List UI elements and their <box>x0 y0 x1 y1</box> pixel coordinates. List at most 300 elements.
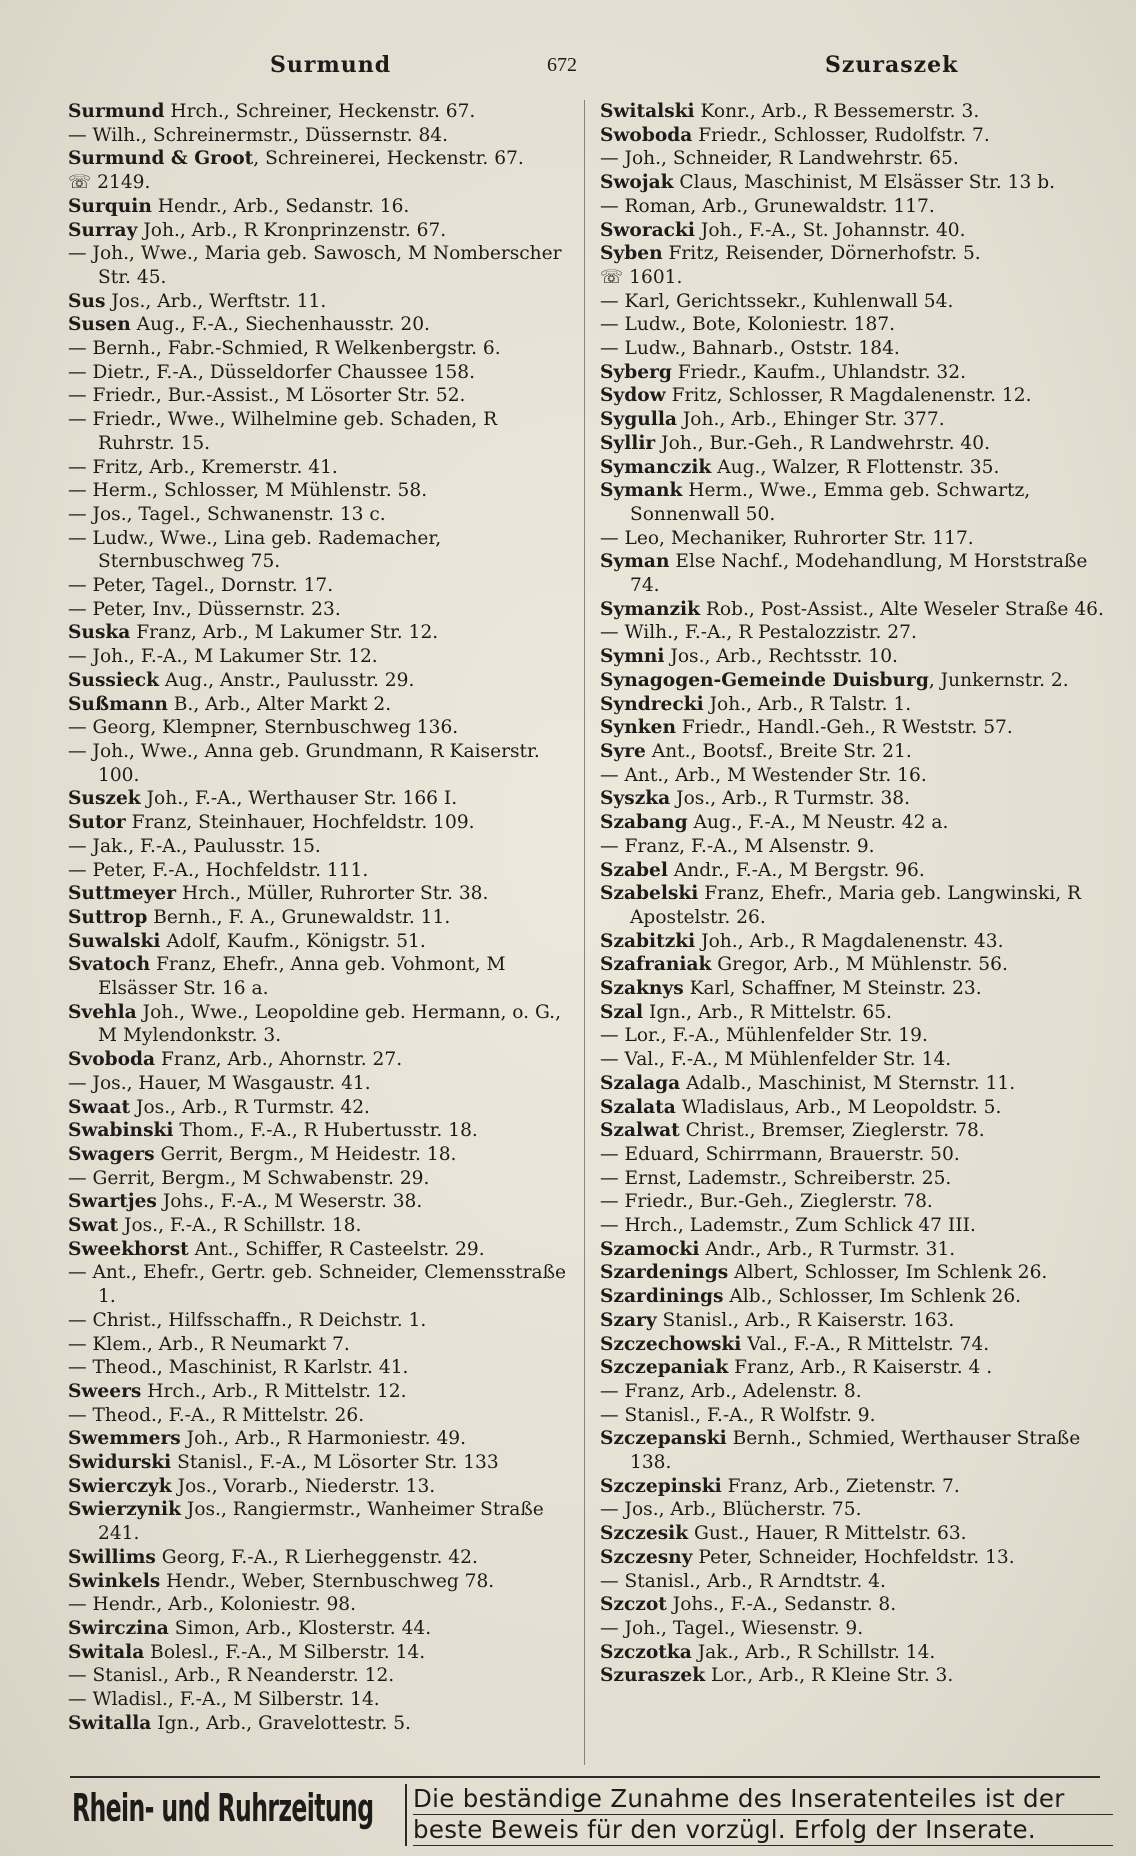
directory-entry <box>600 598 1110 622</box>
directory-entry <box>68 1570 568 1594</box>
entry-details: — Klem., Arb., R Neumarkt 7. <box>68 1333 350 1355</box>
entry-details: Jak., Arb., R Schillstr. 14. <box>691 1641 936 1663</box>
entry-details: Andr., Arb., R Turmstr. 31. <box>699 1238 956 1260</box>
directory-entry <box>68 1546 568 1570</box>
entry-details: Peter, Schneider, Hochfeldstr. 13. <box>692 1546 1015 1568</box>
directory-entry <box>68 290 568 314</box>
entry-surname: Szary <box>600 1309 657 1331</box>
directory-entry <box>68 1498 568 1545</box>
entry-details: Joh., F.-A., Werthauser Str. 166 I. <box>140 788 458 810</box>
right-column <box>600 100 1110 1688</box>
entry-details: — Jos., Tagel., Schwanenstr. 13 c. <box>68 503 386 525</box>
directory-entry <box>600 953 1110 977</box>
entry-surname: Syman <box>600 551 670 573</box>
directory-entry <box>600 242 1110 266</box>
entry-surname: Sweekhorst <box>68 1238 189 1260</box>
entry-details: Lor., Arb., R Kleine Str. 3. <box>705 1665 954 1687</box>
entry-details: Bernh., Schmied, Werthauser Straße 138. <box>630 1428 1081 1474</box>
entry-details: Fritz, Reisender, Dörnerhofstr. 5. <box>662 243 981 265</box>
entry-details: Joh., Wwe., Leopoldine geb. Hermann, o. G., M Mylendonkstr. 3. <box>98 1001 561 1047</box>
entry-details: Simon, Arb., Klosterstr. 44. <box>168 1618 432 1639</box>
entry-details: — Friedr., Bur.-Geh., Zieglerstr. 78. <box>600 1191 933 1213</box>
entry-surname: Szczepanski <box>600 1428 727 1450</box>
directory-entry <box>600 361 1110 385</box>
entry-surname: Szabel <box>600 859 668 881</box>
directory-entry <box>68 740 568 787</box>
entry-surname: Swemmers <box>68 1428 181 1450</box>
entry-surname: Sygulla <box>600 409 677 431</box>
entry-details: ☏ 2149. <box>68 172 151 194</box>
directory-entry <box>600 290 1110 314</box>
directory-entry <box>600 1570 1110 1594</box>
directory-entry <box>68 1001 568 1048</box>
entry-surname: Syndrecki <box>600 693 704 715</box>
entry-surname: Sutor <box>68 812 126 834</box>
entry-surname: Sußmann <box>68 693 168 715</box>
directory-entry <box>600 1593 1110 1617</box>
entry-surname: Szaknys <box>600 978 684 1000</box>
directory-entry <box>68 1593 568 1617</box>
directory-entry <box>68 1119 568 1143</box>
entry-details: Joh., Arb., R Harmoniestr. 49. <box>180 1428 467 1450</box>
entry-surname: Szczechowski <box>600 1333 742 1355</box>
entry-details: Thom., F.-A., R Hubertusstr. 18. <box>173 1120 478 1142</box>
entry-details: — Joh., Wwe., Anna geb. Grundmann, R Kaiserstr. 100. <box>68 740 540 786</box>
entry-details: Christ., Bremser, Zieglerstr. 78. <box>679 1120 985 1142</box>
directory-entry <box>68 835 568 859</box>
entry-details: — Karl, Gerichtssekr., Kuhlenwall 54. <box>600 290 954 312</box>
directory-entry <box>68 1261 568 1308</box>
entry-details: — Georg, Klempner, Sternbuschweg 136. <box>68 717 459 739</box>
directory-entry <box>600 1096 1110 1120</box>
advertisement-banner <box>70 1776 1100 1844</box>
entry-details: Aug., F.-A., Siechenhausstr. 20. <box>130 314 430 336</box>
entry-details: Joh., Arb., R Kronprinzenstr. 67. <box>137 219 447 241</box>
directory-entry <box>68 408 568 455</box>
entry-details: Joh., Bur.-Geh., R Landwehrstr. 40. <box>655 432 990 454</box>
directory-entry <box>68 811 568 835</box>
entry-details: Franz, Ehefr., Anna geb. Vohmont, M Elsässer Str. 16 a. <box>98 954 506 1000</box>
entry-details: Adolf, Kaufm., Königstr. 51. <box>160 930 426 952</box>
entry-details: — Ant., Arb., M Westender Str. 16. <box>600 764 927 786</box>
entry-details: — Friedr., Wwe., Wilhelmine geb. Schaden, R Ruhrstr. 15. <box>68 409 498 454</box>
directory-entry <box>68 1475 568 1499</box>
column-divider <box>584 100 585 1765</box>
entry-surname: Szuraszek <box>600 1665 706 1687</box>
entry-surname: Szabelski <box>600 883 699 905</box>
entry-details: Franz, Arb., R Kaiserstr. 4 . <box>728 1357 993 1379</box>
entry-details: Ant., Schiffer, R Casteelstr. 29. <box>188 1238 485 1260</box>
directory-entry <box>68 1356 568 1380</box>
entry-details: — Ludw., Bote, Koloniestr. 187. <box>600 314 896 336</box>
directory-entry <box>600 764 1110 788</box>
directory-entry <box>600 1119 1110 1143</box>
directory-entry <box>600 977 1110 1001</box>
ad-line-2: beste Beweis für den vorzügl. Erfolg der Inserate. <box>413 1815 1113 1846</box>
header-last-entry: Szuraszek <box>825 52 959 78</box>
directory-entry <box>68 1072 568 1096</box>
entry-details: Gust., Hauer, R Mittelstr. 63. <box>688 1523 967 1545</box>
directory-entry <box>68 242 568 289</box>
entry-details: Jos., Vorarb., Niederstr. 13. <box>171 1475 436 1497</box>
entry-surname: Szczot <box>600 1594 667 1616</box>
directory-entry <box>68 953 568 1000</box>
entry-details: — Eduard, Schirrmann, Brauerstr. 50. <box>600 1143 960 1165</box>
entry-surname: Szalata <box>600 1096 676 1118</box>
entry-details: — Joh., F.-A., M Lakumer Str. 12. <box>68 646 378 668</box>
entry-details: Rob., Post-Assist., Alte Weseler Straße 46. <box>699 598 1104 620</box>
entry-details: — Hrch., Lademstr., Zum Schlick 47 III. <box>600 1215 976 1237</box>
entry-details: Franz, Arb., M Lakumer Str. 12. <box>130 622 439 644</box>
entry-surname: Svatoch <box>68 954 151 976</box>
directory-entry <box>600 811 1110 835</box>
directory-entry <box>68 1333 568 1357</box>
entry-details: — Theod., Maschinist, R Karlstr. 41. <box>68 1357 409 1379</box>
entry-details: Ign., Arb., R Mittelstr. 65. <box>643 1001 892 1023</box>
entry-details: Friedr., Kaufm., Uhlandstr. 32. <box>671 361 967 383</box>
entry-surname: Szalaga <box>600 1072 681 1094</box>
directory-entry <box>600 645 1110 669</box>
entry-details: Andr., F.-A., M Bergstr. 96. <box>667 859 925 881</box>
entry-details: Franz, Arb., Zietenstr. 7. <box>721 1475 960 1497</box>
entry-details: Bernh., F. A., Grunewaldstr. 11. <box>147 906 451 928</box>
directory-entry <box>68 669 568 693</box>
entry-surname: Szczesik <box>600 1523 689 1545</box>
directory-entry <box>68 1451 568 1475</box>
entry-details: Hrch., Schreiner, Heckenstr. 67. <box>164 101 476 122</box>
entry-details: Georg, F.-A., R Lierheggenstr. 42. <box>155 1546 478 1568</box>
directory-entry <box>600 1261 1110 1285</box>
directory-entry <box>600 1001 1110 1025</box>
directory-entry <box>600 1048 1110 1072</box>
entry-details: — Jak., F.-A., Paulusstr. 15. <box>68 835 321 857</box>
entry-details: — Val., F.-A., M Mühlenfelder Str. 14. <box>600 1049 952 1071</box>
page-number: 672 <box>547 54 577 76</box>
entry-surname: Swierzynik <box>68 1499 181 1521</box>
directory-entry <box>600 787 1110 811</box>
directory-entry <box>600 1380 1110 1404</box>
entry-details: Hendr., Weber, Sternbuschweg 78. <box>160 1570 495 1592</box>
directory-entry <box>68 1143 568 1167</box>
directory-entry <box>600 1404 1110 1428</box>
entry-details: , Schreinerei, Heckenstr. 67. <box>253 148 524 170</box>
directory-entry <box>600 1664 1110 1688</box>
entry-surname: Suwalski <box>68 930 161 952</box>
entry-details: Fritz, Schlosser, R Magdalenenstr. 12. <box>665 385 1032 407</box>
page-header <box>0 46 1136 86</box>
directory-entry <box>68 456 568 480</box>
entry-details: Jos., F.-A., R Schillstr. 18. <box>118 1215 362 1237</box>
entry-details: — Stanisl., F.-A., R Wolfstr. 9. <box>600 1404 876 1426</box>
entry-details: — Wladisl., F.-A., M Silberstr. 14. <box>68 1689 380 1711</box>
directory-entry <box>68 527 568 574</box>
directory-entry <box>600 882 1110 929</box>
entry-surname: Szczotka <box>600 1641 692 1663</box>
entry-details: Johs., F.-A., M Weserstr. 38. <box>156 1191 423 1213</box>
directory-entry <box>600 1143 1110 1167</box>
entry-details: ☏ 1601. <box>600 266 683 288</box>
entry-details: Ign., Arb., Gravelottestr. 5. <box>151 1712 411 1734</box>
entry-surname: Syben <box>600 243 663 265</box>
entry-details: Hrch., Arb., R Mittelstr. 12. <box>141 1380 407 1402</box>
entry-details: — Dietr., F.-A., Düsseldorfer Chaussee 158. <box>68 361 476 383</box>
entry-surname: Suska <box>68 622 131 644</box>
directory-entry <box>600 1024 1110 1048</box>
directory-entry <box>68 621 568 645</box>
directory-entry <box>600 171 1110 195</box>
directory-entry <box>600 147 1110 171</box>
directory-entry <box>600 1238 1110 1262</box>
entry-surname: Symanczik <box>600 456 712 478</box>
entry-details: — Stanisl., Arb., R Neanderstr. 12. <box>68 1665 395 1687</box>
directory-entry <box>600 384 1110 408</box>
entry-surname: Syszka <box>600 788 671 810</box>
entry-details: — Wilh., F.-A., R Pestalozzistr. 27. <box>600 622 917 644</box>
entry-surname: Szabitzki <box>600 930 696 952</box>
directory-entry <box>68 1309 568 1333</box>
entry-surname: Surmund & Groot <box>68 148 254 170</box>
entry-surname: Swillims <box>68 1546 156 1568</box>
directory-entry <box>600 195 1110 219</box>
entry-surname: Syre <box>600 740 646 762</box>
entry-details: Johs., F.-A., Sedanstr. 8. <box>666 1594 897 1616</box>
entry-details: — Ernst, Lademstr., Schreiberstr. 25. <box>600 1167 952 1189</box>
entry-details: Ant., Bootsf., Breite Str. 21. <box>645 740 912 762</box>
entry-details: — Fritz, Arb., Kremerstr. 41. <box>68 456 338 478</box>
ad-text <box>405 1784 1113 1846</box>
directory-entry <box>600 100 1110 124</box>
directory-entry <box>68 1214 568 1238</box>
entry-surname: Symanzik <box>600 598 700 620</box>
directory-entry <box>68 1096 568 1120</box>
directory-entry <box>68 1380 568 1404</box>
directory-entry <box>68 1427 568 1451</box>
entry-surname: Szabang <box>600 812 688 834</box>
entry-surname: Szczepaniak <box>600 1357 729 1379</box>
directory-entry <box>68 693 568 717</box>
directory-entry <box>68 384 568 408</box>
entry-details: Joh., Arb., Ehinger Str. 377. <box>676 409 945 431</box>
entry-surname: Swidurski <box>68 1452 172 1474</box>
entry-surname: Szczepinski <box>600 1475 722 1497</box>
directory-entry <box>68 100 568 124</box>
entry-details: — Ant., Ehefr., Gertr. geb. Schneider, Clemensstraße 1. <box>68 1262 566 1308</box>
entry-details: Stanisl., F.-A., M Lösorter Str. 133 <box>171 1452 499 1474</box>
directory-entry <box>600 266 1110 290</box>
entry-surname: Swat <box>68 1215 119 1237</box>
entry-details: Franz, Arb., Ahornstr. 27. <box>155 1049 403 1071</box>
entry-surname: Szal <box>600 1001 644 1023</box>
entry-details: Franz, Ehefr., Maria geb. Langwinski, R Apostelstr. 26. <box>630 883 1082 928</box>
directory-entry <box>600 930 1110 954</box>
entry-surname: Switalski <box>600 101 695 122</box>
entry-details: Konr., Arb., R Bessemerstr. 3. <box>694 101 980 122</box>
directory-entry <box>68 787 568 811</box>
directory-entry <box>68 337 568 361</box>
directory-entry <box>600 124 1110 148</box>
directory-entry <box>68 574 568 598</box>
directory-entry <box>68 219 568 243</box>
entry-details: Herm., Wwe., Emma geb. Schwartz, Sonnenwall 50. <box>630 480 1031 525</box>
directory-entry <box>600 1498 1110 1522</box>
directory-entry <box>600 219 1110 243</box>
entry-surname: Swojak <box>600 172 674 194</box>
entry-details: — Jos., Arb., Blücherstr. 75. <box>600 1499 862 1521</box>
directory-entry <box>68 645 568 669</box>
directory-entry <box>68 171 568 195</box>
entry-details: Jos., Arb., R Turmstr. 38. <box>670 788 911 810</box>
entry-details: Joh., Arb., R Talstr. 1. <box>703 693 912 715</box>
entry-surname: Swabinski <box>68 1120 174 1142</box>
ad-line-1: Die beständige Zunahme des Inseratenteiles ist der <box>413 1784 1113 1815</box>
directory-entry <box>68 859 568 883</box>
entry-details: Jos., Arb., Werftstr. 11. <box>105 290 327 312</box>
directory-entry <box>600 432 1110 456</box>
entry-details: Adalb., Maschinist, M Sternstr. 11. <box>680 1072 1016 1094</box>
entry-surname: Sworacki <box>600 219 695 241</box>
entry-details: Joh., Arb., R Magdalenenstr. 43. <box>695 930 1004 952</box>
directory-entry <box>68 503 568 527</box>
directory-entry <box>68 1688 568 1712</box>
entry-details: — Wilh., Schreinermstr., Düssernstr. 84. <box>68 124 449 146</box>
directory-entry <box>600 716 1110 740</box>
entry-details: — Peter, Inv., Düssernstr. 23. <box>68 598 341 620</box>
entry-details: — Peter, Tagel., Dornstr. 17. <box>68 575 334 597</box>
entry-surname: Synken <box>600 717 676 739</box>
entry-details: Else Nachf., Modehandlung, M Horststraße 74. <box>630 551 1088 597</box>
directory-entry <box>600 479 1110 526</box>
directory-entry <box>600 669 1110 693</box>
entry-surname: Symank <box>600 480 683 502</box>
entry-details: — Friedr., Bur.-Assist., M Lösorter Str. 52. <box>68 385 466 407</box>
entry-surname: Szafraniak <box>600 954 712 976</box>
directory-entry <box>600 1190 1110 1214</box>
entry-details: Karl, Schaffner, M Steinstr. 23. <box>683 978 982 1000</box>
entry-details: Jos., Arb., Rechtsstr. 10. <box>664 646 898 668</box>
directory-entry <box>68 1664 568 1688</box>
directory-entry <box>68 1048 568 1072</box>
directory-entry <box>600 1617 1110 1641</box>
entry-details: Franz, Steinhauer, Hochfeldstr. 109. <box>125 812 475 834</box>
directory-entry <box>600 1333 1110 1357</box>
directory-entry <box>68 1167 568 1191</box>
entry-details: — Ludw., Wwe., Lina geb. Rademacher, Sternbuschweg 75. <box>68 527 442 573</box>
entry-surname: Swinkels <box>68 1570 161 1592</box>
directory-entry <box>600 1167 1110 1191</box>
directory-entry <box>600 1072 1110 1096</box>
directory-entry <box>68 930 568 954</box>
directory-entry <box>68 1617 568 1641</box>
entry-details: Hendr., Arb., Sedanstr. 16. <box>151 195 410 217</box>
entry-surname: Szardinings <box>600 1286 724 1308</box>
entry-details: — Hendr., Arb., Koloniestr. 98. <box>68 1594 357 1616</box>
directory-entry <box>600 527 1110 551</box>
directory-entry <box>68 1712 568 1736</box>
entry-details: — Joh., Wwe., Maria geb. Sawosch, M Nomberscher Str. 45. <box>68 243 562 288</box>
entry-surname: Susen <box>68 314 131 336</box>
directory-entry <box>600 408 1110 432</box>
directory-entry <box>68 598 568 622</box>
directory-entry <box>600 859 1110 883</box>
entry-surname: Switalla <box>68 1712 152 1734</box>
entry-details: — Christ., Hilfsschaffn., R Deichstr. 1. <box>68 1309 427 1331</box>
entry-surname: Szalwat <box>600 1120 680 1142</box>
entry-details: Aug., Anstr., Paulusstr. 29. <box>158 669 415 691</box>
entry-details: Friedr., Schlosser, Rudolfstr. 7. <box>692 124 990 146</box>
directory-entry <box>68 1238 568 1262</box>
entry-details: — Herm., Schlosser, M Mühlenstr. 58. <box>68 480 428 502</box>
entry-details: Bolesl., F.-A., M Silberstr. 14. <box>144 1641 426 1663</box>
entry-details: Stanisl., Arb., R Kaiserstr. 163. <box>656 1309 955 1331</box>
entry-surname: Surquin <box>68 195 152 217</box>
directory-entry <box>600 1546 1110 1570</box>
entry-details: — Joh., Schneider, R Landwehrstr. 65. <box>600 148 959 170</box>
directory-entry <box>600 1309 1110 1333</box>
entry-surname: Swirczina <box>68 1618 169 1639</box>
directory-entry <box>68 147 568 171</box>
entry-details: Alb., Schlosser, Im Schlenk 26. <box>723 1286 1022 1308</box>
entry-details: Wladislaus, Arb., M Leopoldstr. 5. <box>675 1096 1002 1118</box>
directory-entry <box>68 479 568 503</box>
directory-entry <box>68 313 568 337</box>
directory-entry <box>600 456 1110 480</box>
entry-details: B., Arb., Alter Markt 2. <box>167 693 392 715</box>
entry-surname: Swierczyk <box>68 1475 172 1497</box>
entry-surname: Swaat <box>68 1096 131 1118</box>
entry-surname: Sus <box>68 290 106 312</box>
directory-entry <box>68 361 568 385</box>
entry-details: , Junkernstr. 2. <box>928 669 1069 691</box>
entry-surname: Suttrop <box>68 906 148 928</box>
entry-surname: Svehla <box>68 1001 137 1023</box>
entry-details: — Theod., F.-A., R Mittelstr. 26. <box>68 1404 365 1426</box>
entry-details: Gregor, Arb., M Mühlenstr. 56. <box>711 954 1008 976</box>
entry-details: — Peter, F.-A., Hochfeldstr. 111. <box>68 859 369 881</box>
entry-surname: Sydow <box>600 385 666 407</box>
entry-surname: Syllir <box>600 432 656 454</box>
entry-details: — Gerrit, Bergm., M Schwabenstr. 29. <box>68 1167 430 1189</box>
directory-entry <box>68 195 568 219</box>
entry-details: Val., F.-A., R Mittelstr. 74. <box>741 1333 990 1355</box>
entry-details: Jos., Arb., R Turmstr. 42. <box>130 1096 370 1118</box>
directory-entry <box>68 124 568 148</box>
entry-details: — Ludw., Bahnarb., Oststr. 184. <box>600 338 900 360</box>
entry-details: — Joh., Tagel., Wiesenstr. 9. <box>600 1618 864 1639</box>
directory-entry <box>600 740 1110 764</box>
directory-entry <box>600 1641 1110 1665</box>
entry-surname: Sweers <box>68 1380 142 1402</box>
entry-surname: Szamocki <box>600 1238 700 1260</box>
entry-surname: Suttmeyer <box>68 883 177 905</box>
ad-brand: Rhein- und Ruhrzeitung <box>72 1786 374 1830</box>
entry-details: Friedr., Handl.-Geh., R Weststr. 57. <box>675 717 1013 739</box>
entry-surname: Surmund <box>68 101 165 122</box>
entry-details: Claus, Maschinist, M Elsässer Str. 13 b. <box>673 172 1056 194</box>
entry-surname: Symni <box>600 646 665 668</box>
entry-details: — Bernh., Fabr.-Schmied, R Welkenbergstr. 6. <box>68 338 501 360</box>
entry-details: Aug., F.-A., M Neustr. 42 a. <box>687 812 949 834</box>
left-column <box>68 100 568 1736</box>
entry-details: — Stanisl., Arb., R Arndtstr. 4. <box>600 1570 886 1592</box>
entry-details: Aug., Walzer, R Flottenstr. 35. <box>711 456 1000 478</box>
entry-surname: Swartjes <box>68 1191 157 1213</box>
directory-entry <box>600 1522 1110 1546</box>
entry-surname: Syberg <box>600 361 672 383</box>
directory-entry <box>600 313 1110 337</box>
directory-entry <box>600 1285 1110 1309</box>
entry-surname: Surray <box>68 219 138 241</box>
entry-surname: Sussieck <box>68 669 159 691</box>
